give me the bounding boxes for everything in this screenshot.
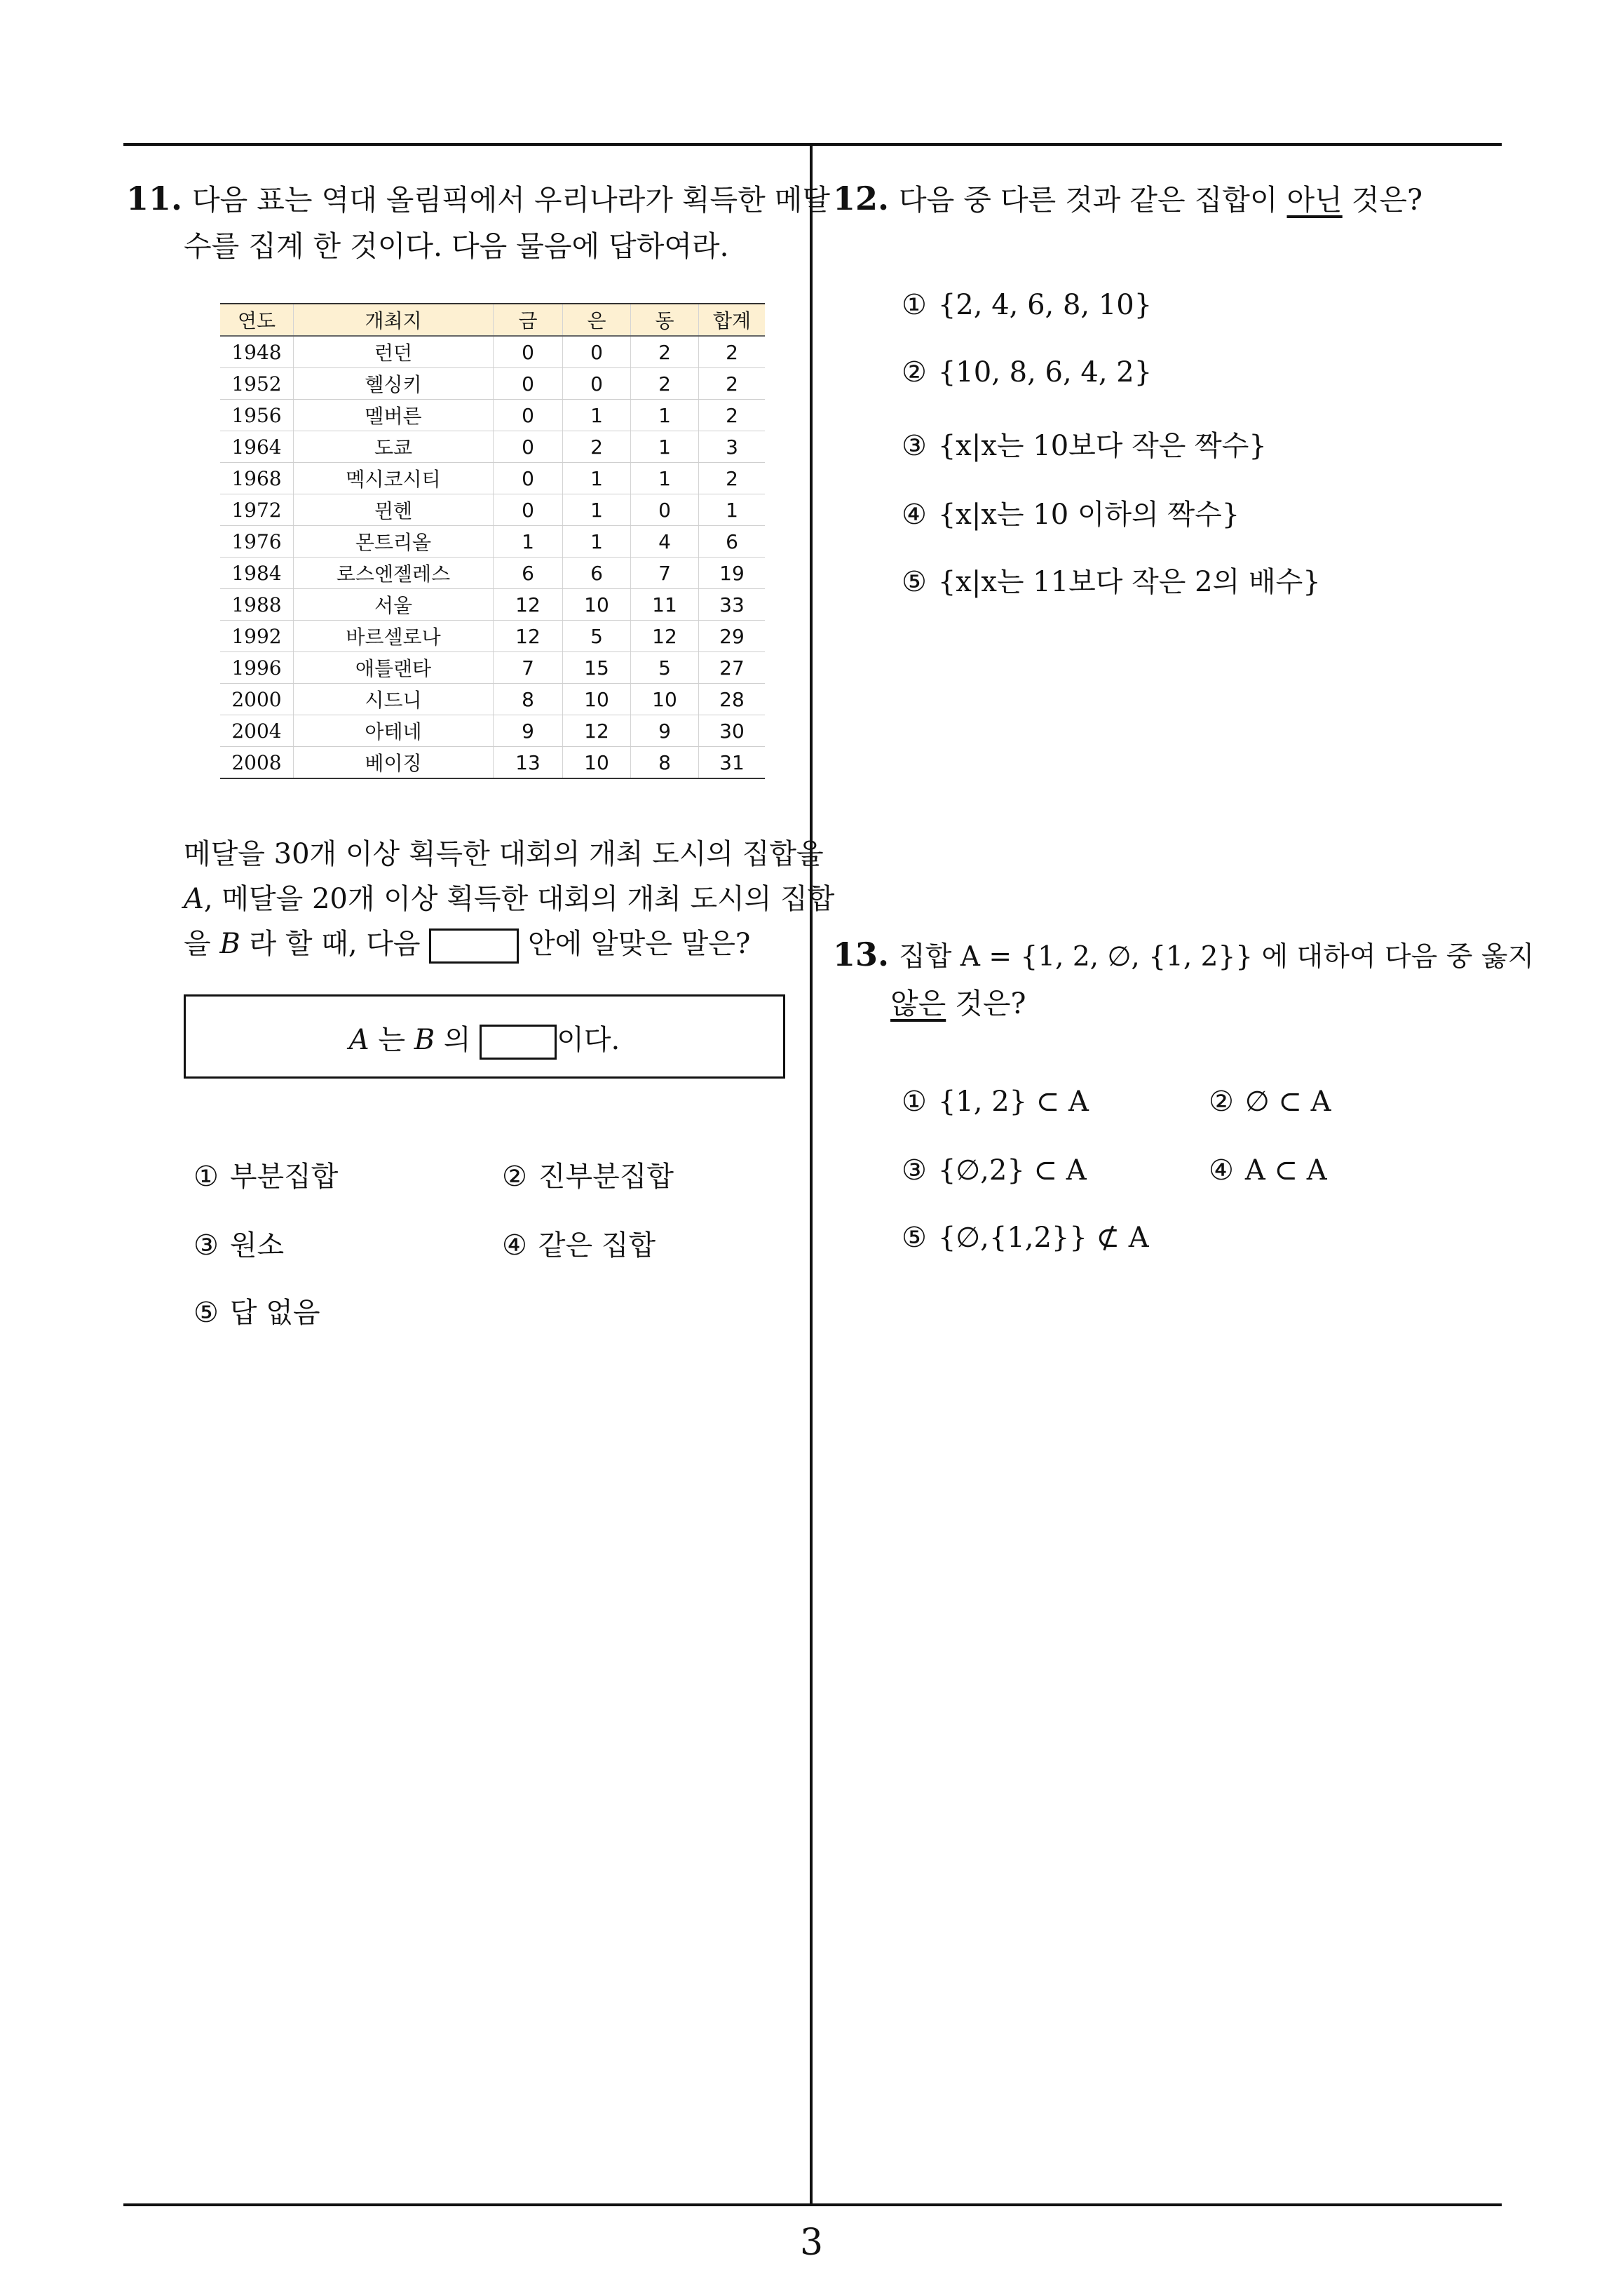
table-row [220, 684, 765, 715]
cell-gold: 6 [494, 558, 563, 589]
cell-gold: 1 [494, 526, 563, 558]
cell-gold: 12 [494, 589, 563, 621]
table-row [220, 589, 765, 621]
cell-bronze: 11 [631, 589, 699, 621]
column-divider [810, 144, 813, 2205]
cell-total: 19 [699, 558, 766, 589]
cell-year: 1984 [220, 558, 294, 589]
cell-gold: 7 [494, 652, 563, 684]
question-12-line: 12. 다음 중 다른 것과 같은 집합이 아닌 것은? [833, 180, 1422, 217]
question-13 [833, 931, 1535, 1027]
cell-silver: 10 [563, 747, 631, 779]
cell-bronze: 2 [631, 368, 699, 400]
table-row [220, 431, 765, 463]
cell-city: 헬싱키 [294, 368, 494, 400]
cell-silver: 1 [563, 463, 631, 494]
cell-silver: 1 [563, 526, 631, 558]
question-11 [126, 175, 830, 269]
cell-gold: 13 [494, 747, 563, 779]
cell-total: 29 [699, 621, 766, 652]
cell-gold: 0 [494, 400, 563, 431]
cell-bronze: 9 [631, 715, 699, 747]
cell-gold: 12 [494, 621, 563, 652]
medal-table [220, 303, 765, 779]
cell-city: 도쿄 [294, 431, 494, 463]
cell-bronze: 0 [631, 494, 699, 526]
cell-year: 1976 [220, 526, 294, 558]
cell-gold: 9 [494, 715, 563, 747]
cell-city: 서울 [294, 589, 494, 621]
table-row [220, 652, 765, 684]
cell-silver: 5 [563, 621, 631, 652]
question-number: 11. [126, 180, 183, 217]
cell-city: 뮌헨 [294, 494, 494, 526]
page-number: 3 [799, 2222, 824, 2264]
table-body [220, 336, 765, 778]
cell-city: 바르셀로나 [294, 621, 494, 652]
cell-city: 멜버른 [294, 400, 494, 431]
q13-option-1[interactable]: ① {1, 2} ⊂ A [902, 1086, 1089, 1118]
cell-silver: 0 [563, 336, 631, 368]
cell-silver: 0 [563, 368, 631, 400]
bottom-rule [123, 2203, 1502, 2206]
table-row [220, 400, 765, 431]
header-total: 합계 [699, 304, 766, 336]
q12-option-2[interactable]: ② {10, 8, 6, 4, 2} [902, 356, 1153, 389]
statement-blank [480, 1025, 557, 1060]
cell-bronze: 1 [631, 463, 699, 494]
cell-city: 베이징 [294, 747, 494, 779]
q12-option-3[interactable]: ③ {x|x는 10보다 작은 짝수} [902, 430, 1267, 462]
table-header-row [220, 304, 765, 336]
q13-option-3[interactable]: ③ {∅,2} ⊂ A [902, 1154, 1087, 1187]
table-row [220, 463, 765, 494]
q11-option-5[interactable]: ⑤ 답 없음 [193, 1297, 320, 1329]
cell-total: 31 [699, 747, 766, 779]
q13-option-4[interactable]: ④ A ⊂ A [1209, 1154, 1327, 1187]
cell-total: 2 [699, 400, 766, 431]
cell-bronze: 7 [631, 558, 699, 589]
q12-option-5[interactable]: ⑤ {x|x는 11보다 작은 2의 배수} [902, 566, 1321, 598]
cell-year: 1992 [220, 621, 294, 652]
cell-bronze: 5 [631, 652, 699, 684]
header-silver: 은 [563, 304, 631, 336]
cell-silver: 6 [563, 558, 631, 589]
question-13-line1: 13. 집합 A = {1, 2, ∅, {1, 2}} 에 대하여 다음 중 옳지 [833, 936, 1535, 973]
cell-bronze: 1 [631, 431, 699, 463]
cell-total: 6 [699, 526, 766, 558]
q11-option-4[interactable]: ④ 같은 집합 [502, 1229, 656, 1262]
cell-city: 런던 [294, 336, 494, 368]
cell-total: 33 [699, 589, 766, 621]
question-13-line2: 않은 것은? [890, 987, 1026, 1020]
cell-bronze: 12 [631, 621, 699, 652]
q13-option-2[interactable]: ② ∅ ⊂ A [1209, 1086, 1331, 1118]
question-11-line2: 수를 집계 한 것이다. 다음 물음에 답하여라. [184, 229, 729, 263]
cell-total: 2 [699, 463, 766, 494]
question-11-line1: 11. 다음 표는 역대 올림픽에서 우리나라가 획득한 메달 [126, 180, 830, 217]
statement-box [184, 994, 785, 1079]
top-rule [123, 143, 1502, 146]
cell-silver: 1 [563, 494, 631, 526]
q11-option-3[interactable]: ③ 원소 [193, 1229, 285, 1262]
question-12 [833, 175, 1506, 223]
cell-silver: 2 [563, 431, 631, 463]
cell-year: 2008 [220, 747, 294, 779]
cell-total: 2 [699, 368, 766, 400]
cell-year: 1988 [220, 589, 294, 621]
cell-bronze: 8 [631, 747, 699, 779]
question-number: 12. [833, 180, 890, 217]
cell-gold: 8 [494, 684, 563, 715]
statement-text: A 는 B 의 이다. [186, 1018, 783, 1060]
cell-total: 1 [699, 494, 766, 526]
cell-city: 애틀랜타 [294, 652, 494, 684]
cell-gold: 0 [494, 431, 563, 463]
question-number: 13. [833, 936, 890, 973]
header-city: 개최지 [294, 304, 494, 336]
cell-gold: 0 [494, 336, 563, 368]
q13-option-5[interactable]: ⑤ {∅,{1,2}} ⊄ A [902, 1222, 1149, 1254]
cell-bronze: 1 [631, 400, 699, 431]
cell-silver: 12 [563, 715, 631, 747]
cell-year: 1972 [220, 494, 294, 526]
cell-year: 1964 [220, 431, 294, 463]
answer-blank [429, 928, 519, 964]
cell-gold: 0 [494, 463, 563, 494]
cell-year: 1952 [220, 368, 294, 400]
cell-silver: 1 [563, 400, 631, 431]
table-row [220, 715, 765, 747]
header-gold: 금 [494, 304, 563, 336]
table-row [220, 526, 765, 558]
cell-silver: 10 [563, 589, 631, 621]
cell-total: 2 [699, 336, 766, 368]
cell-year: 1956 [220, 400, 294, 431]
cell-city: 멕시코시티 [294, 463, 494, 494]
cell-year: 1968 [220, 463, 294, 494]
q12-option-1[interactable]: ① {2, 4, 6, 8, 10} [902, 289, 1153, 321]
q12-option-4[interactable]: ④ {x|x는 10 이하의 짝수} [902, 499, 1240, 531]
table-row [220, 494, 765, 526]
question-11-para3: 을 B 라 할 때, 다음 안에 알맞은 말은? [184, 921, 750, 966]
header-bronze: 동 [631, 304, 699, 336]
table-row [220, 558, 765, 589]
q11-option-1[interactable]: ① 부분집합 [193, 1161, 339, 1193]
question-11-para1: 메달을 30개 이상 획득한 대회의 개최 도시의 집합을 [184, 838, 824, 870]
table-row [220, 368, 765, 400]
cell-year: 2000 [220, 684, 294, 715]
cell-bronze: 10 [631, 684, 699, 715]
cell-total: 28 [699, 684, 766, 715]
cell-total: 27 [699, 652, 766, 684]
cell-year: 1948 [220, 336, 294, 368]
cell-silver: 10 [563, 684, 631, 715]
cell-silver: 15 [563, 652, 631, 684]
question-11-para2: A, 메달을 20개 이상 획득한 대회의 개최 도시의 집합 [184, 883, 835, 915]
cell-city: 로스엔젤레스 [294, 558, 494, 589]
q11-option-2[interactable]: ② 진부분집합 [502, 1161, 674, 1193]
cell-gold: 0 [494, 494, 563, 526]
cell-year: 1996 [220, 652, 294, 684]
table-row [220, 621, 765, 652]
table-row [220, 336, 765, 368]
header-year: 연도 [220, 304, 294, 336]
cell-gold: 0 [494, 368, 563, 400]
cell-city: 몬트리올 [294, 526, 494, 558]
cell-bronze: 2 [631, 336, 699, 368]
cell-bronze: 4 [631, 526, 699, 558]
cell-year: 2004 [220, 715, 294, 747]
table-row [220, 747, 765, 779]
cell-total: 3 [699, 431, 766, 463]
cell-total: 30 [699, 715, 766, 747]
cell-city: 아테네 [294, 715, 494, 747]
cell-city: 시드니 [294, 684, 494, 715]
